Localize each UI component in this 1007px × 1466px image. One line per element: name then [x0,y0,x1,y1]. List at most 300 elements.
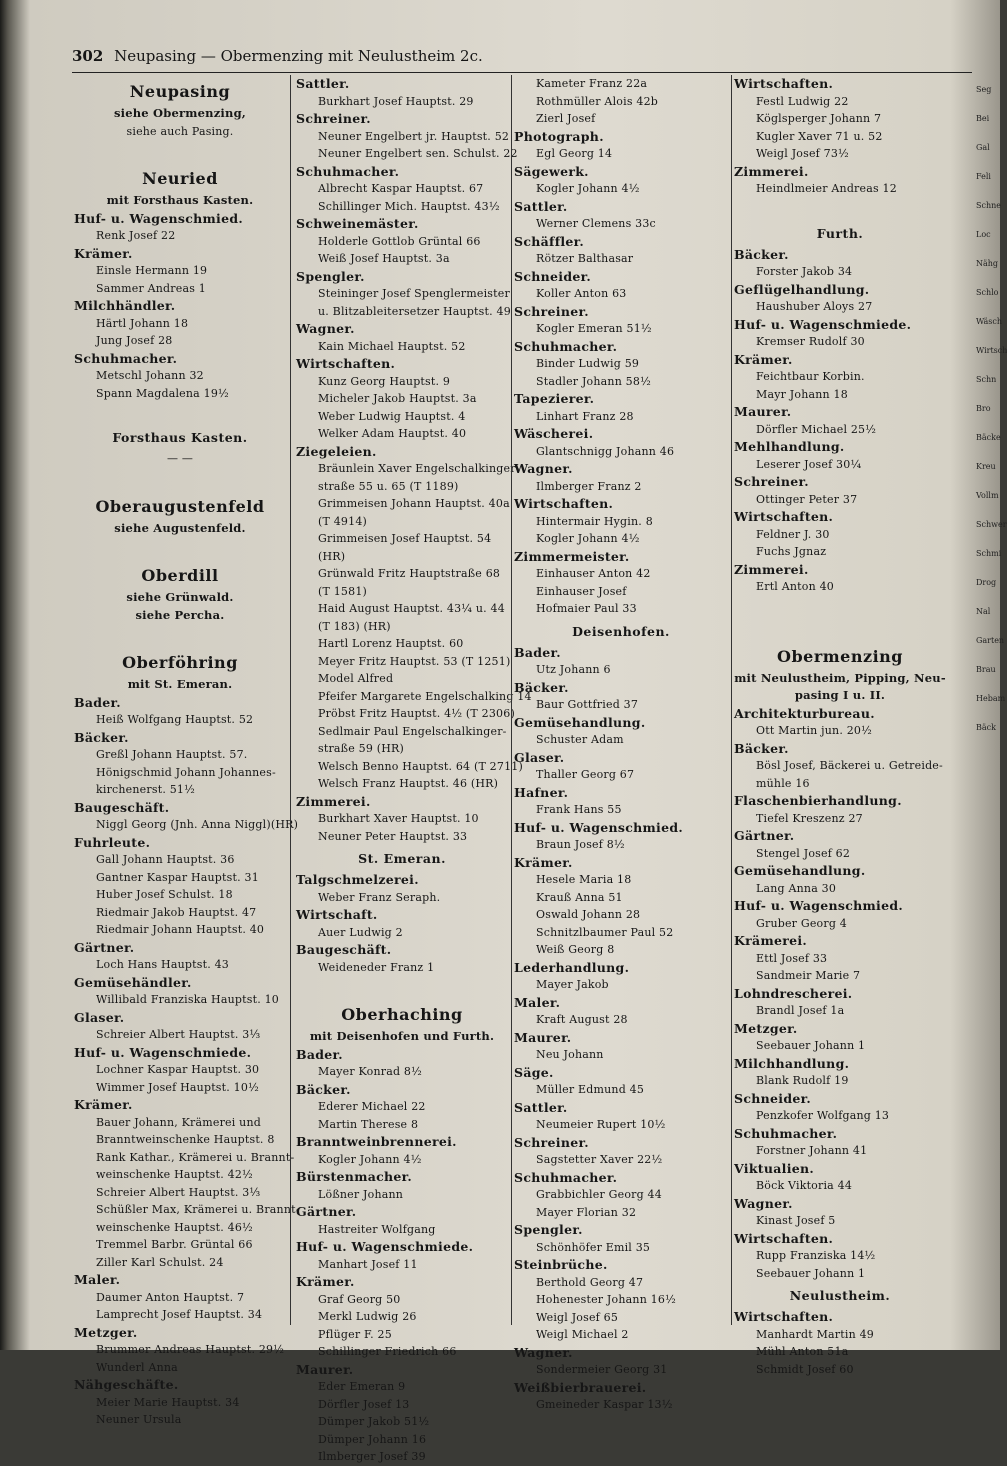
directory-entry: Mühl Anton 51a [756,1345,849,1358]
category-heading: Architekturbureau. [734,705,875,721]
category-heading: Wirtschaften. [734,1230,834,1246]
directory-entry: Welker Adam Hauptst. 40 [318,427,467,440]
directory-entry: Pfeifer Margarete Engelschalking 14 [318,689,532,703]
directory-entry: Meier Marie Hauptst. 34 [96,1395,240,1409]
directory-entry: Greßl Johann Hauptst. 57. [96,748,248,761]
directory-entry: Grünwald Fritz Hauptstraße 68 [318,567,501,580]
directory-entry: Spann Magdalena 19½ [96,386,229,400]
directory-entry: Neuner Peter Hauptst. 33 [318,829,468,843]
directory-entry: Mayer Konrad 8½ [318,1065,422,1078]
directory-entry: Neuner Engelbert sen. Schulst. 22 [318,147,518,160]
directory-entry: Glantschnigg Johann 46 [536,444,675,458]
category-heading: Lohndrescherei. [734,985,853,1001]
directory-entry: Sammer Andreas 1 [96,281,206,295]
directory-entry: Weigl Michael 2 [536,1328,629,1341]
margin-fragment: Bro [976,404,991,413]
directory-entry: Frank Hans 55 [536,803,622,816]
entry-continuation: (T 4914) [318,514,368,528]
directory-entry: Schnitzlbaumer Paul 52 [536,925,674,939]
category-heading: Krämer. [514,854,573,870]
category-heading: Krämer. [296,1274,355,1289]
directory-entry: Martin Therese 8 [318,1117,419,1131]
category-heading: Bader. [514,644,561,660]
directory-entry: Dörfler Michael 25½ [756,422,877,436]
category-heading: Gärtner. [296,1204,357,1219]
category-heading: Gemüsehandlung. [514,714,646,730]
column-divider [731,75,732,1325]
directory-entry: Feldner J. 30 [756,527,830,541]
section-subtitle: mit St. Emeran. [127,677,233,691]
directory-entry: Gruber Georg 4 [756,916,847,930]
directory-entry: Weber Franz Seraph. [318,890,441,904]
margin-fragment: Schlo [976,288,999,297]
category-heading: Sattler. [296,76,350,91]
directory-entry: Niggl Georg (Jnh. Anna Niggl)(HR) [96,818,299,831]
section-subtitle: siehe Percha. [135,607,225,622]
directory-entry: Mayer Jakob [536,978,609,991]
directory-entry: Huber Josef Schulst. 18 [96,888,233,901]
category-heading: Schneider. [734,1090,811,1106]
category-heading: Photograph. [514,128,604,144]
category-heading: Baugeschäft. [74,799,170,815]
directory-entry: Schillinger Friedrich 66 [318,1345,457,1358]
directory-entry: Kugler Xaver 71 u. 52 [756,129,883,143]
directory-entry: Kogler Johann 4½ [536,532,640,545]
section-subtitle: siehe Obermenzing, [113,106,247,120]
margin-fragment: Gal [976,143,990,152]
section-heading: Obermenzing [777,646,903,666]
directory-entry: Rötzer Balthasar [536,252,634,265]
category-heading: Talgschmelzerei. [296,872,419,887]
category-heading: Wirtschaft. [296,907,378,922]
category-heading: Krämer. [734,351,793,367]
directory-entry: Jung Josef 28 [96,334,173,347]
category-heading: Metzger. [74,1324,138,1340]
directory-entry: Lochner Kaspar Hauptst. 30 [96,1063,260,1076]
directory-entry: Ziller Karl Schulst. 24 [96,1255,224,1269]
margin-fragment: Wirtsch [976,346,1007,355]
directory-entry: Schuster Adam [536,733,624,746]
section-heading: Oberdill [141,566,219,585]
entry-continuation: kirchenerst. 51½ [96,783,195,796]
adjacent-page-margin [976,75,1007,1335]
directory-entry: Festl Ludwig 22 [756,94,849,108]
category-heading: Wirtschaften. [734,509,834,524]
category-heading: Nähgeschäfte. [74,1377,179,1392]
subsection-heading: Furth. [816,225,864,241]
directory-entry: Hesele Maria 18 [536,873,632,886]
section-heading: Neuried [142,169,218,188]
directory-entry: Kain Michael Hauptst. 52 [318,339,466,353]
directory-entry: Brandl Josef 1a [756,1004,845,1017]
spacer [74,140,286,162]
margin-fragment: Schne [976,201,1001,210]
directory-entry: Hönigschmid Johann Johannes- [96,765,276,779]
directory-entry: Weideneder Franz 1 [318,960,435,974]
category-heading: Flaschenbierhandlung. [734,793,902,808]
margin-fragment: Bäcke [976,433,1001,442]
category-heading: Gärtner. [734,828,795,843]
section-heading: Oberhaching [341,1005,463,1024]
margin-fragment: Schmi [976,549,1002,558]
directory-entry: Sondermeier Georg 31 [536,1363,668,1376]
category-heading: Milchhandlung. [734,1055,850,1071]
column-4 [734,75,946,1376]
directory-entry: Stengel Josef 62 [756,846,851,860]
spacer [734,198,946,220]
header-rule [72,72,972,73]
margin-fragment: Bei [976,114,990,123]
directory-entry: Haushuber Aloys 27 [756,300,873,313]
category-heading: Schreiner. [514,303,589,319]
directory-entry: Härtl Johann 18 [96,316,189,330]
category-heading: Zimmerei. [734,561,809,577]
directory-entry: Heindlmeier Andreas 12 [756,182,897,195]
category-heading: Zimmerei. [296,793,371,809]
category-heading: Hafner. [514,784,569,800]
directory-entry: Schmidt Josef 60 [756,1362,854,1376]
directory-entry: Weigl Josef 73½ [756,147,849,160]
directory-entry: Eder Emeran 9 [318,1380,406,1393]
directory-entry: Kogler Johann 4½ [536,182,640,195]
directory-entry: Weber Ludwig Hauptst. 4 [318,409,466,423]
section-heading: Oberföhring [122,653,238,672]
category-heading: Metzger. [734,1020,798,1036]
section-subtitle: siehe auch Pasing. [126,124,234,138]
category-heading: Zimmermeister. [514,548,630,564]
category-heading: Krämer. [74,245,133,261]
directory-entry: Rupp Franziska 14½ [756,1249,876,1262]
entry-continuation: weinschenke Hauptst. 46½ [96,1220,253,1234]
directory-entry: Loch Hans Hauptst. 43 [96,958,229,971]
directory-entry: Kinast Josef 5 [756,1214,836,1227]
entry-continuation: straße 55 u. 65 (T 1189) [318,479,459,493]
column-divider [511,75,512,1325]
category-heading: Gemüsehändler. [74,974,192,990]
directory-entry: Renk Josef 22 [96,229,176,242]
spacer [74,468,286,490]
entry-continuation: mühle 16 [756,776,810,790]
directory-entry: Koller Anton 63 [536,287,627,300]
category-heading: Huf- u. Wagenschmiede. [734,316,912,332]
directory-entry: Gantner Kaspar Hauptst. 31 [96,870,259,884]
category-heading: Bäcker. [734,246,789,262]
column-2 [296,75,532,1463]
directory-entry: Schüßler Max, Krämerei u. Brannt- [96,1203,300,1216]
directory-entry: Hintermair Hygin. 8 [536,514,653,528]
category-heading: Wagner. [296,321,355,336]
directory-entry: Tiefel Kreszenz 27 [756,811,863,825]
margin-fragment: Hebam [976,694,1006,703]
directory-entry: Schreier Albert Hauptst. 3⅓ [96,1185,261,1199]
directory-entry: Merkl Ludwig 26 [318,1310,417,1323]
category-heading: Sägewerk. [514,163,589,179]
directory-entry: Grabbichler Georg 44 [536,1188,662,1201]
category-heading: Ziegeleien. [296,443,377,459]
margin-fragment: Seg [976,85,992,94]
directory-entry: Model Alfred [318,672,394,685]
directory-entry: Daumer Anton Hauptst. 7 [96,1290,245,1304]
directory-entry: Einsle Hermann 19 [96,264,208,277]
directory-entry: Baur Gottfried 37 [536,698,639,711]
directory-entry: Forster Jakob 34 [756,265,853,278]
directory-entry: Welsch Franz Hauptst. 46 (HR) [318,777,499,790]
directory-entry: Krauß Anna 51 [536,890,623,904]
category-heading: Branntweinbrennerei. [296,1134,457,1149]
directory-entry: Egl Georg 14 [536,147,613,160]
category-heading: Schreiner. [734,474,809,489]
column-3 [514,75,728,1411]
directory-entry: Seebauer Johann 1 [756,1266,866,1280]
directory-entry: Köglsperger Johann 7 [756,112,882,125]
category-heading: Geflügelhandlung. [734,281,870,297]
directory-entry: Braun Josef 8½ [536,838,625,851]
directory-entry: Graf Georg 50 [318,1292,401,1306]
directory-entry: Gall Johann Hauptst. 36 [96,853,235,866]
directory-entry: Pflüger F. 25 [318,1327,392,1341]
category-heading: Viktualien. [734,1160,815,1176]
section-subtitle: mit Forsthaus Kasten. [106,193,254,207]
directory-entry: Müller Edmund 45 [536,1083,645,1096]
directory-entry: Pröbst Fritz Hauptst. 4½ (T 2306) [318,707,515,720]
directory-entry: Burkhart Josef Hauptst. 29 [318,94,474,108]
category-heading: Wirtschaften. [734,76,834,91]
directory-entry: Berthold Georg 47 [536,1275,644,1289]
category-heading: Schuhmacher. [734,1125,838,1141]
running-title: Neupasing — Obermenzing mit Neulustheim 2c. [114,47,483,65]
category-heading: Wagner. [734,1195,793,1211]
directory-entry: Hastreiter Wolfgang [318,1222,436,1236]
entry-continuation: u. Blitzableitersetzer Hauptst. 49 [318,304,511,318]
directory-entry: Grimmeisen Josef Hauptst. 54 [318,532,492,545]
margin-fragment: Kreu [976,462,996,471]
directory-entry: Kraft August 28 [536,1013,628,1026]
directory-entry: Sedlmair Paul Engelschalkinger- [318,724,507,738]
category-heading: Wirtschaften. [734,1309,834,1324]
category-heading: Maurer. [296,1361,354,1377]
directory-entry: Micheler Jakob Hauptst. 3a [318,392,477,405]
directory-entry: Wunderl Anna [96,1360,178,1374]
margin-fragment: Garten [976,636,1005,645]
section-subtitle: mit Neulustheim, Pipping, Neu- [734,670,946,685]
directory-entry: Dümper Jakob 51½ [318,1415,430,1428]
directory-entry: Kunz Georg Hauptst. 9 [318,374,451,388]
directory-entry: Stadler Johann 58½ [536,374,651,388]
category-heading: Gemüsehandlung. [734,863,866,878]
directory-entry: Steininger Josef Spenglermeister [318,287,510,300]
category-heading: Huf- u. Wagenschmied. [74,210,244,226]
directory-entry: Auer Ludwig 2 [318,925,403,939]
directory-entry: Oswald Johann 28 [536,908,641,921]
directory-entry: Blank Rudolf 19 [756,1074,849,1087]
category-heading: Mehlhandlung. [734,439,845,454]
margin-fragment: Schwer [976,520,1007,529]
category-heading: Glaser. [74,1009,125,1025]
directory-entry: Einhauser Josef [536,584,627,598]
category-heading: Huf- u. Wagenschmiede. [296,1239,474,1254]
directory-entry: Ertl Anton 40 [756,580,834,593]
directory-entry: Bräunlein Xaver Engelschalkinger- [318,462,520,475]
directory-entry: Mayer Florian 32 [536,1205,637,1219]
category-heading: Wirtschaften. [296,356,396,371]
category-heading: Maurer. [734,404,792,419]
section-heading: Oberaugustenfeld [95,496,265,516]
margin-fragment: Schn [976,375,997,384]
directory-entry: Ilmberger Franz 2 [536,479,642,493]
directory-entry: Hofmaier Paul 33 [536,602,637,615]
section-subtitle: siehe Augustenfeld. [114,520,246,535]
margin-fragment: Brau [976,665,996,674]
directory-entry: Manhardt Martin 49 [756,1327,874,1341]
directory-entry: Gmeineder Kaspar 13½ [536,1398,673,1411]
directory-entry: Albrecht Kaspar Hauptst. 67 [318,182,484,195]
directory-entry: Grimmeisen Johann Hauptst. 40a [318,497,510,510]
spacer [296,976,508,998]
directory-entry: Ott Martin jun. 20½ [756,724,872,737]
directory-entry: Weigl Josef 65 [536,1310,619,1324]
category-heading: Wäscherei. [514,426,594,441]
subsection-heading: St. Emeran. [358,851,446,866]
directory-entry: Ottinger Peter 37 [756,492,858,506]
directory-entry: Linhart Franz 28 [536,409,634,423]
category-heading: Huf- u. Wagenschmiede. [74,1044,252,1060]
category-heading: Bürstenmacher. [296,1169,413,1184]
directory-entry: Binder Ludwig 59 [536,357,640,370]
directory-entry: Zierl Josef [536,112,596,125]
directory-entry: Feichtbaur Korbin. [756,370,865,383]
category-heading: Fuhrleute. [74,834,151,850]
category-heading: Schreiner. [296,111,371,126]
directory-entry: Riedmair Jakob Hauptst. 47 [96,905,257,919]
spacer [734,596,946,618]
directory-entry: Schreier Albert Hauptst. 3⅓ [96,1028,261,1041]
category-heading: Bäcker. [296,1081,351,1097]
category-heading: Weißbierbrauerei. [514,1379,647,1395]
directory-entry: Wimmer Josef Hauptst. 10½ [96,1080,259,1094]
directory-entry: Neumeier Rupert 10½ [536,1118,666,1131]
directory-entry: Penzkofer Wolfgang 13 [756,1109,890,1122]
directory-entry: Metschl Johann 32 [96,369,204,382]
directory-entry: Rank Kathar., Krämerei u. Brannt- [96,1150,295,1164]
directory-entry: Böck Viktoria 44 [756,1179,853,1192]
directory-entry: Mayr Johann 18 [756,387,848,401]
directory-entry: Holderle Gottlob Grüntal 66 [318,234,481,248]
directory-entry: Sandmeir Marie 7 [756,969,861,982]
entry-continuation: weinschenke Hauptst. 42½ [96,1168,253,1181]
directory-entry: Willibald Franziska Hauptst. 10 [96,993,280,1006]
directory-entry: Lößner Johann [318,1187,404,1201]
margin-fragment: Bäck [976,723,996,732]
directory-entry: Burkhart Xaver Hauptst. 10 [318,812,479,825]
margin-fragment: Nähg [976,259,999,268]
directory-entry: Fuchs Jgnaz [756,545,827,558]
directory-entry: Neu Johann [536,1048,604,1061]
margin-fragment: Feli [976,172,991,181]
section-subtitle: mit Deisenhofen und Furth. [309,1029,495,1043]
directory-entry: Bösl Josef, Bäckerei u. Getreide- [756,759,943,772]
category-heading: Schweinemäster. [296,216,419,231]
directory-entry: Heiß Wolfgang Hauptst. 52 [96,713,254,726]
directory-entry: Welsch Benno Hauptst. 64 (T 2711) [318,759,523,773]
category-heading: Milchhändler. [74,298,176,313]
category-heading: Bader. [74,694,121,710]
spacer [74,537,286,559]
directory-entry: Hohenester Johann 16½ [536,1293,676,1306]
margin-fragment: Drog [976,578,997,587]
entry-continuation: (T 1581) [318,584,368,598]
category-heading: Schuhmacher. [514,338,618,354]
margin-fragment: Loc [976,230,991,239]
column-1 [74,75,300,1426]
category-heading: Bäcker. [74,729,129,745]
directory-entry: Kremser Rudolf 30 [756,335,865,348]
spacer [74,402,286,424]
page-number: 302 [72,47,104,65]
category-heading: Spengler. [296,268,365,284]
directory-entry: Ettl Josef 33 [756,951,828,965]
category-heading: Steinbrüche. [514,1257,608,1272]
margin-fragment: Nal [976,607,991,616]
category-heading: Wirtschaften. [514,496,614,511]
page-header [72,47,972,69]
subsection-heading: Deisenhofen. [572,623,670,639]
directory-entry: Utz Johann 6 [536,663,611,676]
category-heading: Sattler. [514,1099,568,1115]
directory-entry: Kogler Emeran 51½ [536,322,652,335]
category-heading: Sattler. [514,198,568,214]
section-subtitle: pasing I u. II. [794,688,886,702]
spacer [734,618,946,640]
category-heading: Gärtner. [74,939,135,955]
category-heading: Lederhandlung. [514,959,630,975]
directory-entry: Lamprecht Josef Hauptst. 34 [96,1308,263,1321]
directory-entry: Thaller Georg 67 [536,768,635,781]
entry-continuation: (HR) [318,549,346,563]
category-heading: Schäffler. [514,233,585,249]
directory-entry: Schillinger Mich. Hauptst. 43½ [318,199,500,213]
directory-entry: Meyer Fritz Hauptst. 53 (T 1251) [318,654,511,668]
category-heading: Schreiner. [514,1134,589,1150]
directory-entry: Rothmüller Alois 42b [536,94,659,108]
directory-entry: Neuner Ursula [96,1413,182,1426]
directory-entry: Leserer Josef 30¼ [756,457,862,471]
entry-continuation: straße 59 (HR) [318,742,404,755]
directory-entry: Sagstetter Xaver 22½ [536,1153,663,1166]
section-subtitle: siehe Grünwald. [126,590,234,604]
entry-continuation: (T 183) (HR) [318,619,391,633]
category-heading: Bäcker. [514,679,569,695]
directory-entry: Dümper Johann 16 [318,1432,427,1446]
directory-entry: Kameter Franz 22a [536,77,648,90]
directory-entry: Dörfler Josef 13 [318,1397,410,1411]
category-heading: Zimmerei. [734,163,809,179]
category-heading: Maler. [74,1272,121,1287]
category-heading: Glaser. [514,749,565,765]
directory-entry: Ederer Michael 22 [318,1100,426,1113]
category-heading: Wagner. [514,461,573,476]
category-heading: Huf- u. Wagenschmied. [734,898,904,913]
directory-entry: Neuner Engelbert jr. Hauptst. 52 [318,129,510,143]
directory-entry: Brummer Andreas Hauptst. 29½ [96,1343,285,1356]
directory-entry: Werner Clemens 33c [536,217,656,230]
category-heading: Spengler. [514,1222,583,1237]
separator-dash: — — [166,452,194,465]
category-heading: Baugeschäft. [296,942,392,957]
category-heading: Wagner. [514,1344,573,1360]
directory-entry: Weiß Georg 8 [536,943,615,956]
category-heading: Krämer. [74,1097,133,1112]
directory-entry: Lang Anna 30 [756,881,837,895]
